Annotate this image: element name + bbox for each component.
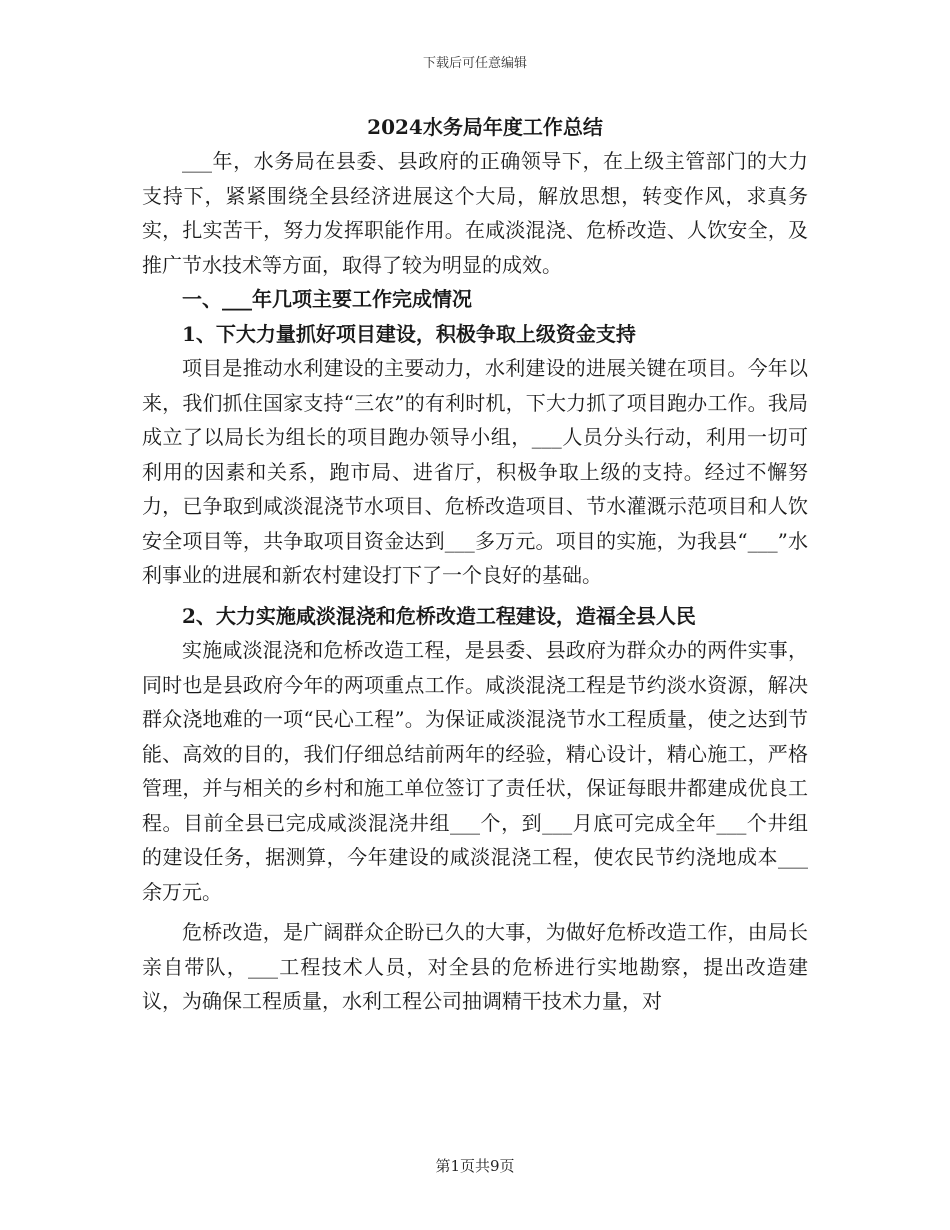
page-footer: 第1页共9页 (435, 1157, 515, 1175)
page-header: 下载后可任意编辑 (422, 56, 527, 71)
paragraph-projects: 项目是推动水利建设的主要动力，水利建设的进展关键在项目。今年以来，我们抓住国家支持“三农”的有利时机，下大力抓了项目跑办工作。我局成立了以局长为组长的项目跑办领导小组，___人员分头行动，利用一切可利用的因素和关系，跑市局、进省厅，积极争取上级的支持。经过不懈努力，已争取到咸淡混浇节水项目、危桥改造项目、节水灌溉示范项目和人饮安全项目等，共争取项目资金达到___多万元。项目的实施，为我县“___”水利事业的进展和新农村建设打下了一个良好的基础。 (142, 356, 808, 587)
paragraph-irrigation: 实施咸淡混浇和危桥改造工程，是县委、县政府为群众办的两件实事，同时也是县政府今年的两项重点工作。咸淡混浇工程是节约淡水资源，解决群众浇地难的一项“民心工程”。为保证咸淡混浇节水工程质量，使之达到节能、高效的目的，我们仔细总结前两年的经验，精心设计，精心施工，严格管理，并与相关的乡村和施工单位签订了责任状，保证每眼井都建成优良工程。目前全县已完成咸淡混浇井组___个，到___月底可完成全年___个井组的建设任务，据测算，今年建设的咸淡混浇工程，使农民节约浇地成本___余万元。 (142, 638, 808, 904)
section-heading-1: 一、___年几项主要工作完成情况 (182, 287, 472, 311)
document-title: 2024水务局年度工作总结 (367, 115, 603, 139)
subsection-heading-1: 1、下大力量抓好项目建设，积极争取上级资金支持 (182, 321, 636, 346)
paragraph-bridges: 危桥改造，是广阔群众企盼已久的大事，为做好危桥改造工作，由局长亲自带队，___工程技术人员，对全县的危桥进行实地勘察，提出改造建议，为确保工程质量，水利工程公司抽调精干技术力量，对 (142, 920, 808, 1013)
subsection-heading-2: 2、大力实施咸淡混浇和危桥改造工程建设，造福全县人民 (182, 603, 696, 628)
document-body (142, 112, 808, 1019)
paragraph-intro: ___年，水务局在县委、县政府的正确领导下，在上级主管部门的大力支持下，紧紧围绕全县经济进展这个大局，解放思想，转变作风，求真务实，扎实苦干，努力发挥职能作用。在咸淡混浇、危桥改造、人饮安全，及推广节水技术等方面，取得了较为明显的成效。 (142, 149, 808, 277)
